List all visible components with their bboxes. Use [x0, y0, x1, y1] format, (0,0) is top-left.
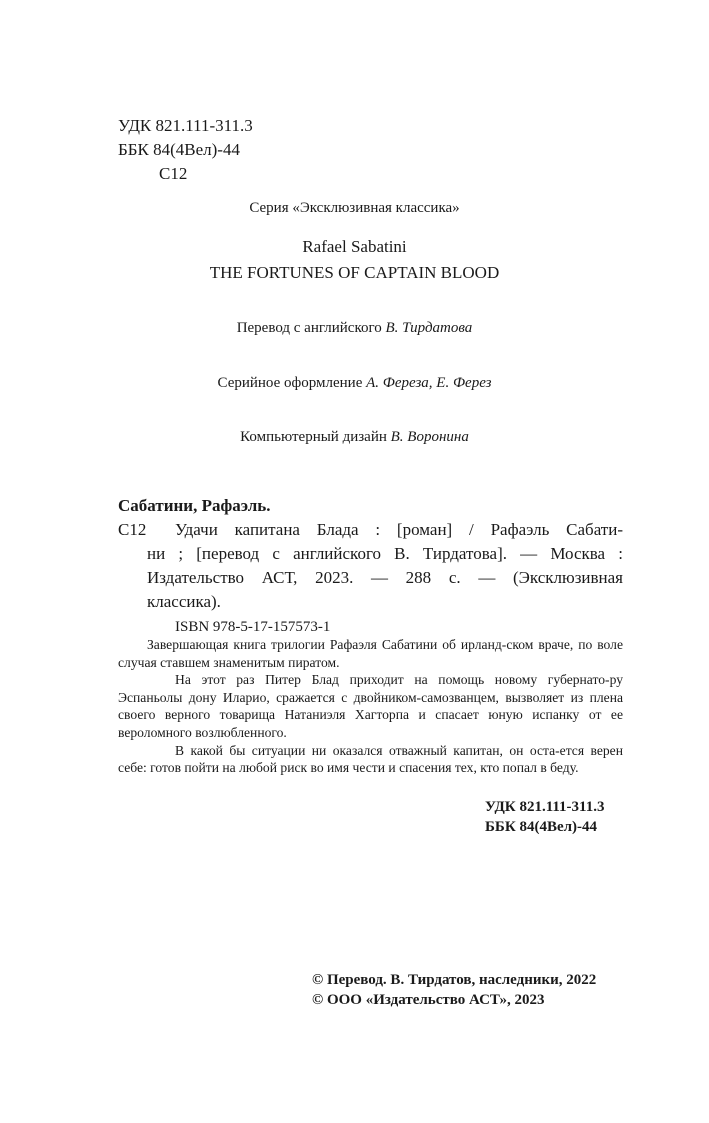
entry-line-1: Удачи капитана Блада : [роман] / Рафаэль Сабати- [175, 520, 623, 539]
entry-line-2: ни ; [перевод с английского В. Тирдатова]. — Москва : [147, 544, 623, 563]
series-line: Серия «Эксклюзивная классика» [249, 200, 460, 216]
entry-line-4: классика). [147, 592, 221, 611]
computer-design-label: Компьютерный дизайн [240, 429, 387, 445]
translation-label: Перевод с английского [236, 320, 382, 336]
bottom-udk-code: УДК 821.111-311.3 [485, 799, 605, 815]
original-author: Rafael Sabatini [302, 237, 407, 256]
design-label: Серийное оформление [217, 375, 363, 391]
annotation [118, 636, 623, 777]
translation-name: В. Тирдатова [385, 320, 473, 336]
bottom-bbk-code: ББК 84(4Вел)-44 [485, 819, 598, 835]
computer-design-name: В. Воронина [390, 429, 469, 445]
original-title: THE FORTUNES OF CAPTAIN BLOOD [209, 263, 500, 282]
isbn: ISBN 978-5-17-157573-1 [175, 619, 331, 635]
copyright-publisher: © ООО «Издательство АСТ», 2023 [312, 992, 545, 1008]
translation-credit [0, 318, 709, 338]
design-name: А. Фереза, Е. Ферез [366, 375, 492, 391]
entry-mark: С12 [118, 520, 147, 539]
bbk-code: ББК 84(4Вел)-44 [118, 140, 240, 159]
design-credit [0, 373, 709, 393]
author-mark: С12 [159, 164, 188, 183]
entry-line-3: Издательство АСТ, 2023. — 288 с. — (Эксклюзивная [147, 568, 623, 587]
entry-author: Сабатини, Рафаэль. [118, 496, 271, 515]
annotation-paragraph-1: Завершающая книга трилогии Рафаэля Сабатини об ирланд-ском враче, по воле случая ставшем знаменитым пиратом. [118, 637, 623, 670]
annotation-paragraph-2: На этот раз Питер Блад приходит на помощь новому губернато-ру Эспаньолы дону Иларио, сражается с двойником-самозванцем, вызволяет из плена своего верного товарища Натаниэля Хагторпа и спасает юную испанку от ее вероломного возлюбленного. [118, 672, 623, 740]
annotation-paragraph-3: В какой бы ситуации ни оказался отважный капитан, он оста-ется верен себе: готов пойти на любой риск во имя чести и спасения тех, кто попал в беду. [118, 742, 623, 776]
computer-design-credit [0, 427, 709, 447]
udk-code: УДК 821.111-311.3 [118, 116, 253, 135]
copyright-translation: © Перевод. В. Тирдатов, наследники, 2022 [312, 972, 597, 988]
